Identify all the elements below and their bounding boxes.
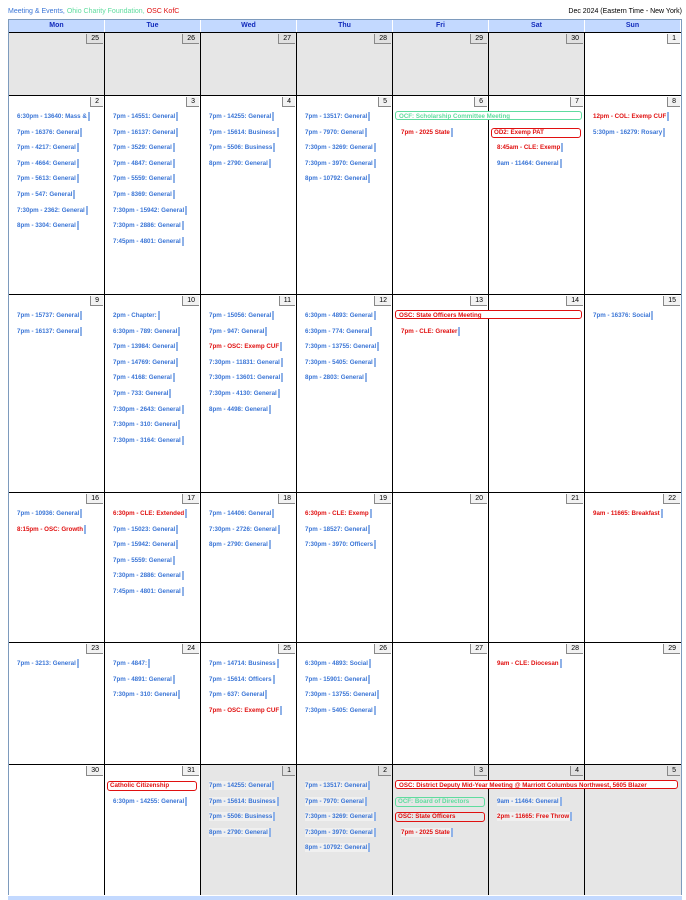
day-header-sun: Sun (585, 20, 681, 32)
day-number[interactable]: 14 (566, 296, 583, 306)
calendar-event[interactable]: 7pm - 5559: General (113, 556, 175, 565)
calendar-event[interactable]: 7pm - 547: General (17, 190, 75, 199)
day-header-tue: Tue (105, 20, 201, 32)
day-cell[interactable] (489, 295, 585, 492)
calendar-event[interactable]: 7pm - 14255: General (209, 781, 274, 790)
day-number[interactable]: 10 (182, 296, 199, 306)
day-number[interactable]: 25 (278, 644, 295, 654)
calendar-event[interactable]: 7pm - 15614: Officers (209, 675, 275, 684)
day-cell[interactable] (105, 493, 201, 642)
day-cell[interactable] (105, 96, 201, 294)
calendar-event[interactable]: 7pm - 4664: General (17, 159, 79, 168)
calendar-event[interactable]: OCF: Board of Directors (395, 797, 485, 807)
day-number[interactable]: 8 (667, 97, 680, 107)
calendar-event[interactable]: 7:30pm - 13601: General (209, 373, 283, 382)
day-number[interactable]: 30 (566, 34, 583, 44)
legend-item-meeting[interactable]: Meeting & Events, (8, 8, 65, 15)
calendar-event[interactable]: 7pm - OSC: Exemp CUF (209, 706, 282, 715)
day-number[interactable]: 30 (86, 766, 103, 776)
calendar-event[interactable]: 7pm - 8369: General (113, 190, 175, 199)
day-number[interactable]: 29 (470, 34, 487, 44)
calendar-event[interactable]: 6:30pm - CLE: Extended (113, 509, 187, 518)
day-number[interactable]: 15 (663, 296, 680, 306)
calendar-event[interactable]: 7pm - 4891: General (113, 675, 175, 684)
calendar-event[interactable]: 7:30pm - 310: General (113, 690, 180, 699)
calendar-event[interactable]: 7pm - 15056: General (209, 311, 274, 320)
day-number[interactable]: 28 (566, 644, 583, 654)
day-number[interactable]: 21 (566, 494, 583, 504)
day-cell[interactable] (393, 493, 489, 642)
calendar-event[interactable]: 7:30pm - 13755: General (305, 690, 379, 699)
calendar-event[interactable]: 7:30pm - 3269: General (305, 812, 376, 821)
day-cell[interactable] (489, 96, 585, 294)
calendar-event[interactable]: Catholic Citizenship (107, 781, 197, 791)
multi-day-event[interactable]: OCF: Scholarship Committee Meeting (395, 111, 582, 120)
calendar-event[interactable]: 7:30pm - 2362: General (17, 206, 88, 215)
day-number[interactable]: 26 (182, 34, 199, 44)
day-cell[interactable] (297, 493, 393, 642)
day-number[interactable]: 20 (470, 494, 487, 504)
day-cell[interactable] (393, 295, 489, 492)
calendar-event[interactable]: 8:15pm - OSC: Growth (17, 525, 86, 534)
calendar-event[interactable]: 8pm - 2790: General (209, 828, 271, 837)
calendar-event[interactable]: 2pm - Chapter: (113, 311, 160, 320)
day-cell[interactable] (105, 295, 201, 492)
calendar-event[interactable]: 7pm - 16137: General (17, 327, 82, 336)
calendar-event[interactable]: 8pm - 10792: General (305, 843, 370, 852)
calendar-event[interactable]: 7pm - 15942: General (113, 540, 178, 549)
calendar-event[interactable]: 7pm - 14406: General (209, 509, 274, 518)
calendar-event[interactable]: 7pm - 7970: General (305, 128, 367, 137)
day-number[interactable]: 22 (663, 494, 680, 504)
calendar-event[interactable]: 7pm - OSC: Exemp CUF (209, 342, 282, 351)
calendar-event[interactable]: 8:45am - CLE: Exemp (497, 143, 563, 152)
calendar-event[interactable]: 7pm - 13984: General (113, 342, 178, 351)
day-cell[interactable] (489, 493, 585, 642)
calendar-event[interactable]: 6:30pm - 14255: General (113, 797, 187, 806)
calendar-event[interactable]: 9am - 11464: General (497, 797, 562, 806)
day-number[interactable]: 11 (279, 296, 295, 306)
day-cell[interactable] (201, 295, 297, 492)
week-row (9, 294, 681, 492)
day-cell[interactable] (9, 643, 105, 764)
calendar-event[interactable]: 7pm - 16137: General (113, 128, 178, 137)
day-number[interactable]: 27 (278, 34, 295, 44)
day-cell[interactable] (585, 33, 681, 95)
calendar-event[interactable]: 7:30pm - 2643: General (113, 405, 184, 414)
calendar-event[interactable]: 7:30pm - 2886: General (113, 571, 184, 580)
day-number[interactable]: 5 (667, 766, 680, 776)
calendar-event[interactable]: 7:30pm - 2886: General (113, 221, 184, 230)
multi-day-event[interactable]: OSC: District Deputy Mid-Year Meeting @ Marriott Columbus Northwest, 5605 Blazer (395, 780, 678, 789)
day-cell[interactable] (201, 643, 297, 764)
calendar-event[interactable]: 7pm - 4217: General (17, 143, 79, 152)
day-cell[interactable] (393, 33, 489, 95)
day-number[interactable]: 1 (282, 766, 295, 776)
day-cell[interactable] (9, 96, 105, 294)
legend-item-charity[interactable]: Ohio Charity Foundation, (66, 8, 145, 15)
day-cell[interactable] (105, 33, 201, 95)
day-cell[interactable] (9, 493, 105, 642)
calendar-event[interactable]: 7pm - 10936: General (17, 509, 82, 518)
calendar-event[interactable]: 9am - 11464: General (497, 159, 562, 168)
week-row (9, 492, 681, 642)
day-number[interactable]: 2 (378, 766, 391, 776)
day-number[interactable]: 2 (90, 97, 103, 107)
calendar-event[interactable]: 7pm - CLE: Greater (401, 327, 460, 336)
calendar-event[interactable]: 7pm - 4168: General (113, 373, 175, 382)
calendar-event[interactable]: 7pm - 14255: General (209, 112, 274, 121)
calendar-event[interactable]: 8pm - 3304: General (17, 221, 79, 230)
day-cell[interactable] (201, 33, 297, 95)
calendar-event[interactable]: 7:30pm - 3269: General (305, 143, 376, 152)
calendar-event[interactable]: 7pm - 15614: Business (209, 128, 279, 137)
calendar-event[interactable]: 7:30pm - 5405: General (305, 358, 376, 367)
day-cell[interactable] (489, 643, 585, 764)
day-number[interactable]: 18 (278, 494, 295, 504)
day-cell[interactable] (297, 33, 393, 95)
calendar-event[interactable]: 7:45pm - 4801: General (113, 237, 184, 246)
day-number[interactable]: 5 (378, 97, 391, 107)
calendar-event[interactable]: 7:30pm - 11831: General (209, 358, 283, 367)
week-row (9, 642, 681, 764)
calendar-event[interactable]: 7pm - 3529: General (113, 143, 175, 152)
day-number[interactable]: 29 (663, 644, 680, 654)
day-cell[interactable] (585, 295, 681, 492)
day-number[interactable]: 7 (570, 97, 583, 107)
day-number[interactable]: 13 (470, 296, 487, 306)
calendar-event[interactable]: 9am - 11665: Breakfast (593, 509, 663, 518)
calendar-event[interactable]: 7:30pm - 3164: General (113, 436, 184, 445)
day-cell[interactable] (489, 33, 585, 95)
calendar-event[interactable]: 7pm - 4847: (113, 659, 150, 668)
day-number[interactable]: 12 (374, 296, 391, 306)
day-number[interactable]: 4 (570, 766, 583, 776)
calendar-event[interactable]: 7pm - 14769: General (113, 358, 178, 367)
day-number[interactable]: 27 (470, 644, 487, 654)
calendar-event[interactable]: 7pm - 7970: General (305, 797, 367, 806)
calendar-event[interactable]: 6:30pm - 774: General (305, 327, 372, 336)
day-header-wed: Wed (201, 20, 297, 32)
day-number[interactable]: 23 (86, 644, 103, 654)
calendar-event[interactable]: 7pm - 16376: Social (593, 311, 653, 320)
calendar-event[interactable]: 8pm - 2790: General (209, 159, 271, 168)
week-row (9, 32, 681, 95)
calendar-event[interactable]: 7pm - 4847: General (113, 159, 175, 168)
day-cell[interactable] (105, 643, 201, 764)
day-cell[interactable] (105, 765, 201, 895)
day-cell[interactable] (297, 765, 393, 895)
calendar-event[interactable]: 7pm - 15614: Business (209, 797, 279, 806)
calendar-event[interactable]: OD2: Exemp PAT (491, 128, 581, 138)
calendar-event[interactable]: 7pm - 14714: Business (209, 659, 279, 668)
calendar-event[interactable]: 7pm - 637: General (209, 690, 267, 699)
calendar-event[interactable]: 7pm - 15023: General (113, 525, 178, 534)
day-number[interactable]: 19 (374, 494, 391, 504)
calendar-event[interactable]: 7pm - 13517: General (305, 112, 370, 121)
calendar-event[interactable]: 6:30pm - 4893: Social (305, 659, 371, 668)
calendar-event[interactable]: 7:30pm - 13755: General (305, 342, 379, 351)
day-number[interactable]: 17 (182, 494, 199, 504)
calendar-event[interactable]: 8pm - 10792: General (305, 174, 370, 183)
day-cell[interactable] (201, 493, 297, 642)
calendar-event[interactable]: 7:30pm - 310: General (113, 420, 180, 429)
calendar-event[interactable]: 7:30pm - 2726: General (209, 525, 280, 534)
calendar-event[interactable]: 2pm - 11665: Free Throw (497, 812, 572, 821)
day-cell[interactable] (201, 96, 297, 294)
calendar-event[interactable]: 7pm - 947: General (209, 327, 267, 336)
calendar-event[interactable]: 7pm - 16376: General (17, 128, 82, 137)
day-number[interactable]: 31 (182, 766, 199, 776)
day-cell[interactable] (585, 643, 681, 764)
day-header-mon: Mon (9, 20, 105, 32)
day-cell[interactable] (585, 96, 681, 294)
day-number[interactable]: 26 (374, 644, 391, 654)
day-cell[interactable] (201, 765, 297, 895)
day-cell[interactable] (297, 295, 393, 492)
calendar-event[interactable]: 5:30pm - 16279: Rosary (593, 128, 665, 137)
calendar-event[interactable]: 6:30pm - CLE: Exemp (305, 509, 372, 518)
calendar-event[interactable]: 7pm - 3213: General (17, 659, 79, 668)
day-number[interactable]: 4 (282, 97, 295, 107)
day-number[interactable]: 6 (474, 97, 487, 107)
calendar-event[interactable]: 6:30pm - 789: General (113, 327, 180, 336)
calendar-period-label: Dec 2024 (Eastern Time - New York) (568, 8, 682, 15)
week-row (9, 764, 681, 895)
calendar-event[interactable]: 7:30pm - 3970: Officers (305, 540, 376, 549)
day-number[interactable]: 25 (86, 34, 103, 44)
calendar-event[interactable]: 7pm - 733: General (113, 389, 171, 398)
legend-item-osc[interactable]: OSC KofC (146, 8, 180, 15)
calendar-event[interactable]: 6:30pm - 13640: Mass & (17, 112, 90, 121)
day-number[interactable]: 1 (667, 34, 680, 44)
calendar-event[interactable]: 8pm - 2803: General (305, 373, 367, 382)
day-number[interactable]: 28 (374, 34, 391, 44)
day-number[interactable]: 24 (182, 644, 199, 654)
week-row (9, 95, 681, 294)
calendar-event[interactable]: 7pm - 15901: General (305, 675, 370, 684)
day-cell[interactable] (585, 493, 681, 642)
calendar-event[interactable]: 12pm - COL: Exemp CUF (593, 112, 669, 121)
day-header-sat: Sat (489, 20, 585, 32)
calendar-event[interactable]: OSC: State Officers (395, 812, 485, 822)
calendar-event[interactable]: 7:45pm - 4801: General (113, 587, 184, 596)
calendar-event[interactable]: 7pm - 14551: General (113, 112, 178, 121)
calendar-event[interactable]: 7:30pm - 3970: General (305, 159, 376, 168)
calendar-event[interactable]: 7pm - 5613: General (17, 174, 79, 183)
day-header-fri: Fri (393, 20, 489, 32)
day-cell[interactable] (9, 295, 105, 492)
day-cell[interactable] (9, 765, 105, 895)
day-cell[interactable] (9, 33, 105, 95)
bottom-bar (8, 896, 682, 900)
calendar-event[interactable]: 7:30pm - 15942: General (113, 206, 187, 215)
calendar-event[interactable]: 7pm - 13517: General (305, 781, 370, 790)
multi-day-event[interactable]: OSC: State Officers Meeting (395, 310, 582, 319)
calendar-event[interactable]: 6:30pm - 4893: General (305, 311, 376, 320)
day-cell[interactable] (393, 643, 489, 764)
calendar-event[interactable]: 7:30pm - 3970: General (305, 828, 376, 837)
month-grid (8, 19, 682, 895)
day-cell[interactable] (297, 96, 393, 294)
day-number[interactable]: 3 (186, 97, 199, 107)
day-header-thu: Thu (297, 20, 393, 32)
calendar-event[interactable]: 7pm - 18527: General (305, 525, 370, 534)
day-cell[interactable] (297, 643, 393, 764)
calendar-event[interactable]: 7pm - 15737: General (17, 311, 82, 320)
day-number[interactable]: 16 (86, 494, 103, 504)
calendar-event[interactable]: 7pm - 5559: General (113, 174, 175, 183)
calendar-event[interactable]: 7pm - 5506: Business (209, 812, 275, 821)
calendar-legend (8, 8, 181, 15)
calendar-event[interactable]: 8pm - 2790: General (209, 540, 271, 549)
day-number[interactable]: 3 (474, 766, 487, 776)
calendar-event[interactable]: 8pm - 4498: General (209, 405, 271, 414)
calendar-event[interactable]: 7pm - 5506: Business (209, 143, 275, 152)
calendar-event[interactable]: 7pm - 2025 State (401, 828, 453, 837)
calendar-event[interactable]: 7:30pm - 4130: General (209, 389, 280, 398)
day-cell[interactable] (393, 96, 489, 294)
calendar-event[interactable]: 7:30pm - 5405: General (305, 706, 376, 715)
calendar-event[interactable]: 7pm - 2025 State (401, 128, 453, 137)
day-number[interactable]: 9 (90, 296, 103, 306)
calendar-event[interactable]: 9am - CLE: Diocesan (497, 659, 562, 668)
